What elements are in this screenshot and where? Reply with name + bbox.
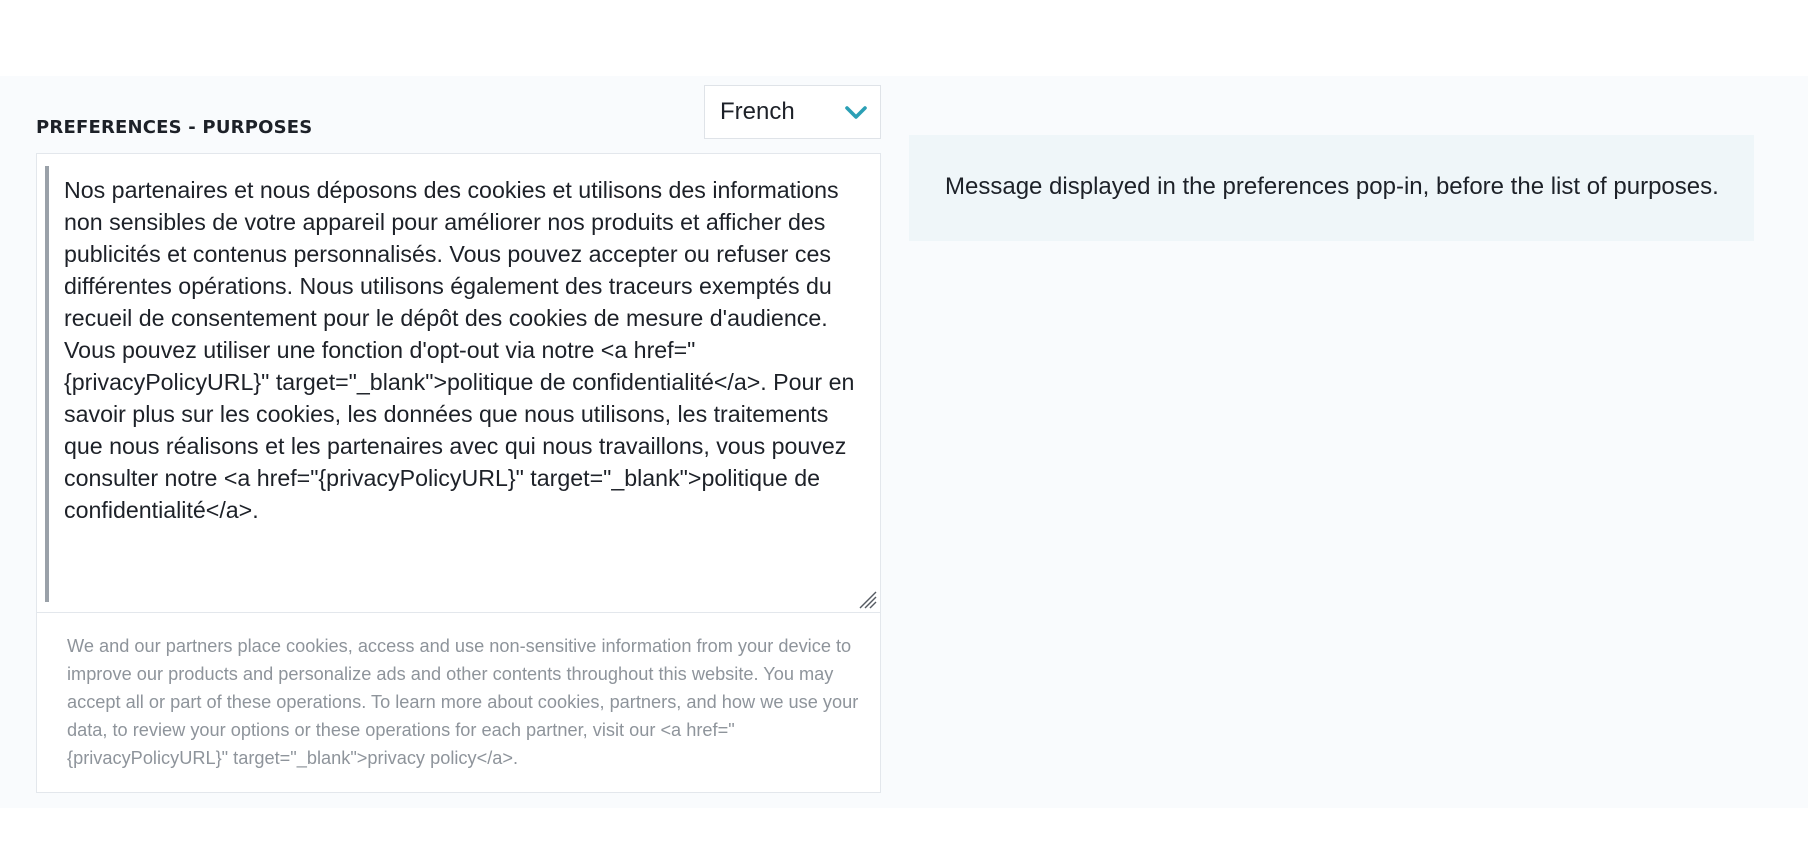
- textarea-wrapper: [37, 154, 880, 613]
- message-textarea[interactable]: [64, 174, 864, 594]
- translation-editor: [36, 153, 881, 793]
- chevron-down-icon: [842, 99, 870, 127]
- resize-handle-icon[interactable]: [854, 586, 878, 610]
- help-text: Message displayed in the preferences pop-in, before the list of purposes.: [945, 173, 1719, 200]
- textarea-accent-bar: [45, 166, 49, 602]
- language-select[interactable]: [704, 85, 881, 139]
- top-strip: [0, 0, 1808, 76]
- language-select-value: French: [720, 98, 795, 125]
- default-english-text: We and our partners place cookies, access and use non-sensitive information from your device to improve our products and personalize ads and other contents throughout this website. You may accept all or part of these operations. To learn more about cookies, partners, and how we use your data, to review your options or these operations for each partner, visit our <a href=" {privacyPolicyURL}" target="_blank">privacy policy</a>.: [67, 636, 859, 768]
- help-box: [909, 135, 1754, 241]
- section-title: PREFERENCES - PURPOSES: [36, 117, 313, 138]
